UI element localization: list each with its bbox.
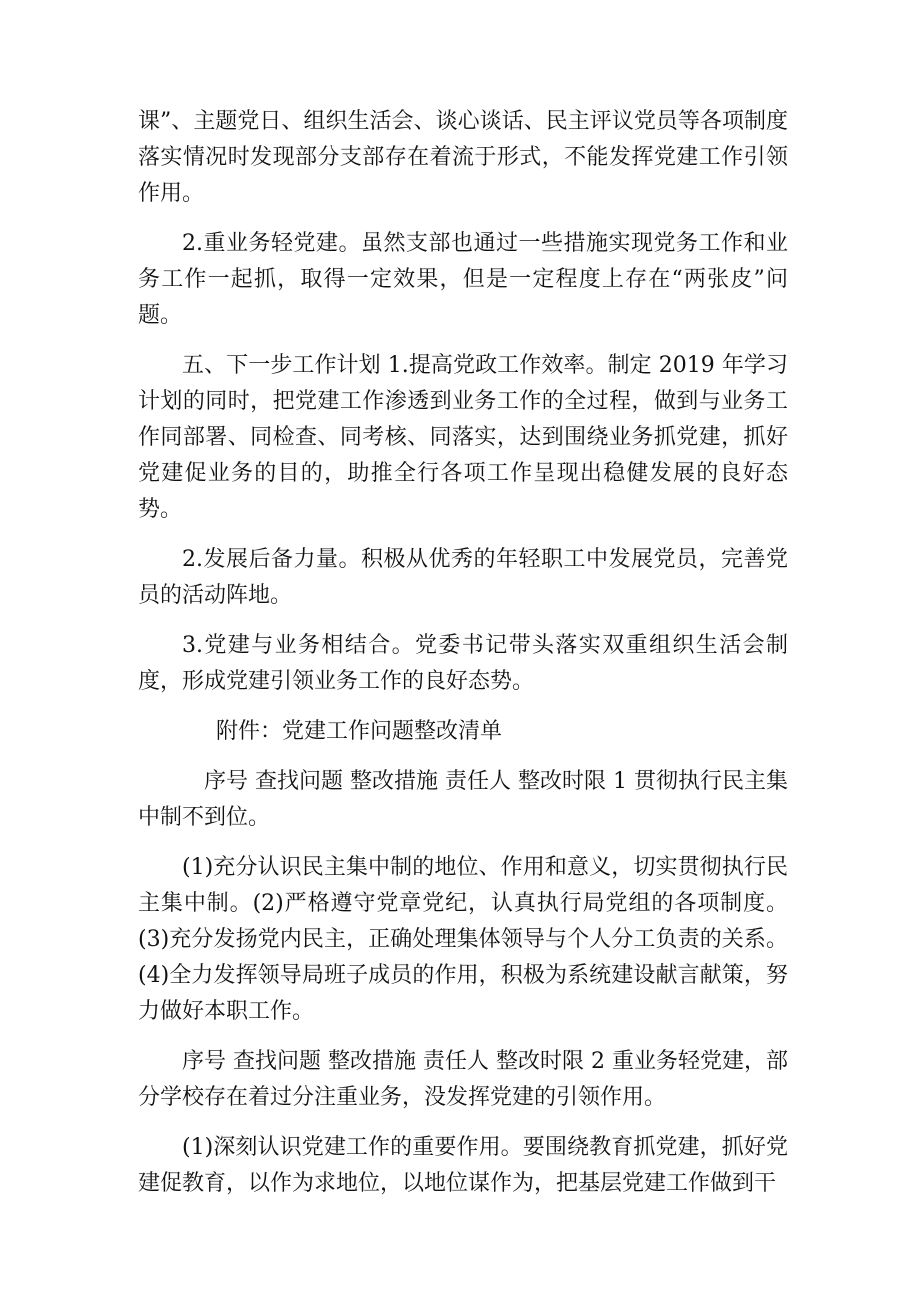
paragraph-7: 序号 查找问题 整改措施 责任人 整改时限 1 贯彻执行民主集中制不到位。 <box>138 769 788 830</box>
paragraph-8: (1)充分认识民主集中制的地位、作用和意义，切实贯彻执行民主集中制。(2)严格遵守党章党纪，认真执行局党组的各项制度。(3)充分发扬党内民主，正确处理集体领导与个人分工负责的关系。(4)全力发挥领导局班子成员的作用，积极为系统建设献言献策，努力做好本职工作。 <box>138 855 788 1024</box>
paragraph-9: 序号 查找问题 整改措施 责任人 整改时限 2 重业务轻党建，部分学校存在着过分注重业务，没发挥党建的引领作用。 <box>138 1049 788 1110</box>
attachment-title: 附件：党建工作问题整改清单 <box>216 719 503 744</box>
document-page <box>138 104 788 1216</box>
paragraph-5: 3.党建与业务相结合。党委书记带头落实双重组织生活会制度，形成党建引领业务工作的良好态势。 <box>138 633 788 694</box>
paragraph-3: 五、下一步工作计划 1.提高党政工作效率。制定 2019 年学习计划的同时，把党建工作渗透到业务工作的全过程，做到与业务工作同部署、同检查、同考核、同落实，达到围绕业务抓党建，抓好党建促业务的目的，助推全行各项工作呈现出稳健发展的良好态势。 <box>138 353 788 522</box>
paragraph-10: (1)深刻认识党建工作的重要作用。要围绕教育抓党建，抓好党建促教育，以作为求地位，以地位谋作为，把基层党建工作做到干 <box>138 1135 788 1196</box>
paragraph-2: 2.重业务轻党建。虽然支部也通过一些措施实现党务工作和业务工作一起抓，取得一定效果，但是一定程度上存在“两张皮”问题。 <box>138 231 788 328</box>
paragraph-1: 课”、主题党日、组织生活会、谈心谈话、民主评议党员等各项制度落实情况时发现部分支部存在着流于形式，不能发挥党建工作引领作用。 <box>138 109 788 206</box>
paragraph-4: 2.发展后备力量。积极从优秀的年轻职工中发展党员，完善党员的活动阵地。 <box>138 547 788 608</box>
